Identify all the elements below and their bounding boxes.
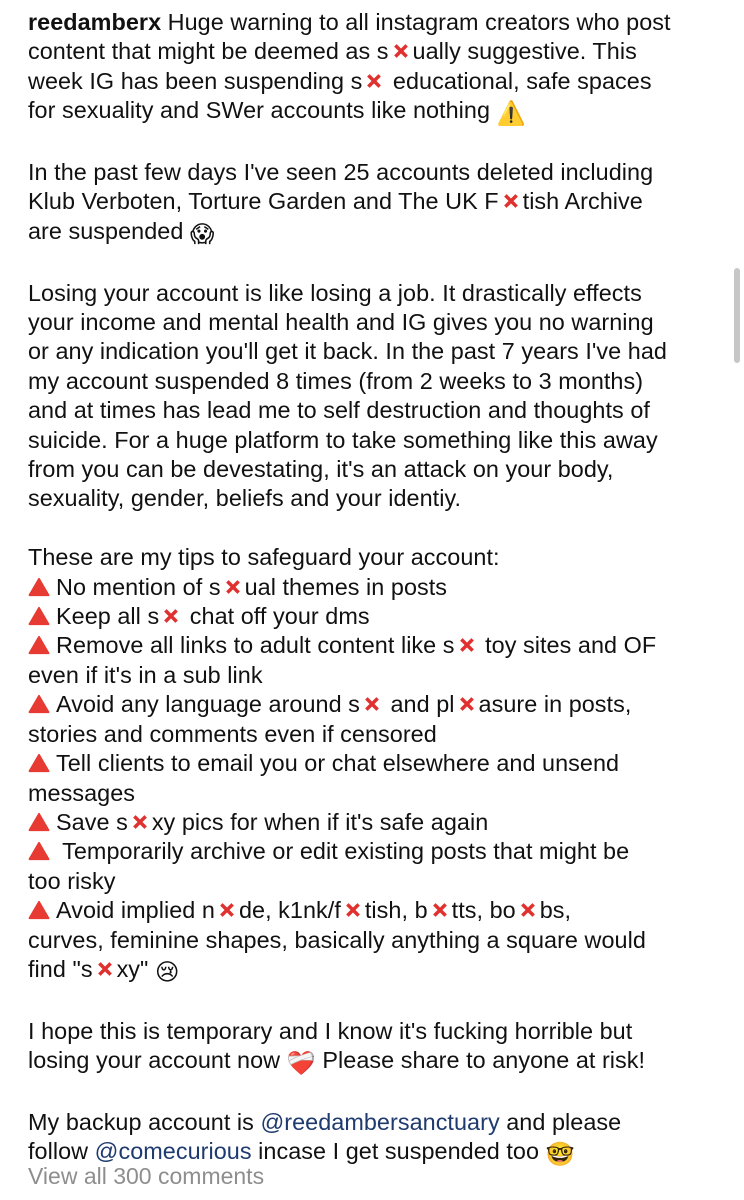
username-link[interactable]: reedamberx [28,9,162,35]
nerd-face-icon: 🤓 [545,1141,575,1168]
caption-text: losing your account now [28,1047,287,1074]
red-triangle-icon [28,606,50,626]
red-cross-icon [160,605,182,627]
red-triangle-icon [28,635,50,655]
screaming-face-icon: 😱 [189,220,215,247]
caption-text: Losing your account is like losing a job. It drastically effects [28,279,642,306]
red-cross-icon [342,899,364,921]
caption-paragraph-3 [28,279,728,514]
caption-tips-list [28,543,728,987]
caption-paragraph-1 [28,8,728,129]
red-cross-icon [517,899,539,921]
red-cross-icon [216,899,238,921]
caption-text: ually suggestive. This [412,38,637,65]
caption-text: Klub Verboten, Torture Garden and The UK F [28,188,499,215]
tip-item: Avoid implied n de, k1nk/f tish, b tts, bo bs, [28,896,728,925]
tip-item: Temporarily archive or edit existing posts that might be [28,837,728,866]
crying-face-icon: 😢 [154,958,180,985]
caption-paragraph-2 [28,158,728,249]
caption-text: suicide. For a huge platform to take something like this away [28,426,658,453]
red-cross-icon [94,958,116,980]
caption-text: or any indication you'll get it back. In the past 7 years I've had [28,338,667,365]
tip-item-continued: stories and comments even if censored [28,720,437,747]
tip-item: Avoid any language around s and pl asure in posts, [28,690,728,719]
caption-text: sexuality, gender, beliefs and your identiy. [28,485,462,512]
caption-text: from you can be devestating, it's an attack on your body, [28,456,614,483]
tips-intro: These are my tips to safeguard your account: [28,544,500,571]
caption-text: content that might be deemed as s [28,38,389,65]
mention-link-reedambersanctuary[interactable]: @reedambersanctuary [260,1108,500,1135]
red-triangle-icon [28,753,50,773]
caption-text: for sexuality and SWer accounts like nothing [28,97,497,124]
red-triangle-icon [28,694,50,714]
tip-item: Remove all links to adult content like s toy sites and OF [28,631,728,660]
caption-paragraph-6: My backup account is @reedambersanctuary and please follow @comecurious incase I get suspended too 🤓 [28,1108,728,1170]
tip-item-continued: find "s xy" 😢 [28,955,728,987]
caption-text: your income and mental health and IG gives you no warning [28,309,654,336]
view-all-comments-link[interactable]: View all 300 comments [28,1163,265,1189]
tip-item: Keep all s chat off your dms [28,602,728,631]
tip-item-continued: too risky [28,867,116,894]
caption-text: Huge warning to all instagram creators who post [161,9,671,35]
tip-item-continued: curves, feminine shapes, basically anything a square would [28,926,646,953]
tip-item: No mention of s ual themes in posts [28,573,728,602]
mending-heart-icon: ❤️‍🩹 [286,1050,316,1077]
red-cross-icon [129,811,151,833]
caption-text: and at times has lead me to self destruction and thoughts of [28,397,650,424]
caption-text: my account suspended 8 times (from 2 weeks to 3 months) [28,367,644,394]
tip-item-continued: even if it's in a sub link [28,661,263,688]
warning-icon: ⚠️ [496,100,526,127]
caption-text: week IG has been suspending s [28,67,363,94]
caption-text: I hope this is temporary and I know it's fucking horrible but [28,1017,633,1044]
tip-item: Tell clients to email you or chat elsewhere and unsend [28,749,728,778]
red-cross-icon [361,693,383,715]
red-triangle-icon [28,812,50,832]
post-caption [28,8,728,1170]
caption-text: educational, safe spaces [386,67,652,94]
scrollbar[interactable] [734,268,740,363]
red-triangle-icon [28,577,50,597]
caption-text: are suspended [28,217,190,244]
caption-text: tish Archive [522,188,643,215]
caption-text: Please share to anyone at risk! [315,1047,646,1074]
red-triangle-icon [28,841,50,861]
red-triangle-icon [28,900,50,920]
red-cross-icon [500,190,522,212]
red-cross-icon [429,899,451,921]
red-cross-icon [456,693,478,715]
tip-item-continued: messages [28,779,136,806]
caption-paragraph-5 [28,1017,728,1079]
red-cross-icon [456,634,478,656]
tip-item: Save s xy pics for when if it's safe again [28,808,728,837]
caption-text: In the past few days I've seen 25 accounts deleted including [28,159,654,186]
red-cross-icon [390,40,412,62]
red-cross-icon [222,576,244,598]
red-cross-icon [363,70,385,92]
mention-link-comecurious[interactable]: @comecurious [94,1138,252,1165]
